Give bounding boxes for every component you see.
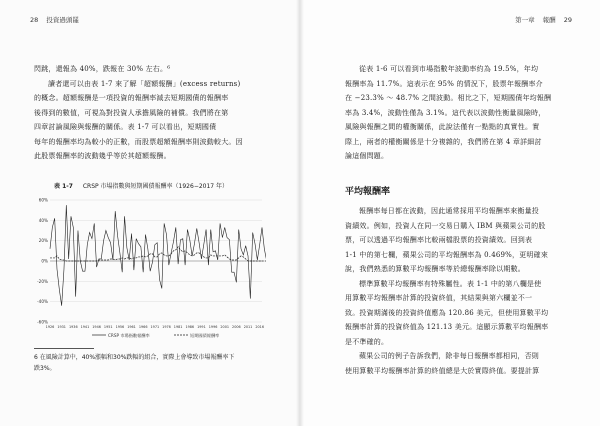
- text-line: 在 −23.3% ～ 48.7% 之間波動。相比之下，短期國債年均報酬: [345, 94, 552, 102]
- x-tick-label: 1996: [208, 325, 218, 329]
- legend-label-market: CRSP 市場指數報酬率: [108, 333, 150, 338]
- y-tick-label: 0%: [41, 258, 48, 264]
- returns-line-chart: [34, 194, 266, 342]
- text-line: 風險與報酬之間的權衡關係，此說法僅有一點點的真實性。實: [345, 123, 540, 131]
- x-tick-label: 1961: [127, 325, 136, 329]
- text-line: 率為 3.4%，波動性僅為 3.1%。這代表以波動性衡量風險時，: [345, 108, 546, 117]
- footnote-line: 6 在風險計算中，40%漲幅和30%跌幅的組合，實際上會導致市場報酬率下: [34, 354, 235, 361]
- chart-title-label: 表 1-7: [54, 183, 73, 190]
- y-tick-label: 40%: [38, 217, 48, 223]
- text-line: 票，可以透過平均報酬率比較兩檔股票的投資績效。回到表: [345, 236, 533, 244]
- right-page-number: 29: [563, 16, 572, 24]
- y-tick-label: -20%: [37, 278, 48, 284]
- text-line: 閃跳，還報為 40%，跌報在 30% 左右。⁶: [34, 65, 171, 73]
- footnote-divider: [34, 348, 94, 349]
- x-tick-label: 1936: [68, 325, 78, 329]
- footnote: [34, 352, 274, 374]
- right-chapter: 第一章: [515, 16, 535, 24]
- x-tick-label: 1976: [162, 325, 171, 329]
- text-line: 讀者還可以由表 1-7 來了解「超額報酬」(excess returns): [48, 79, 241, 88]
- text-line: 的概念。超額報酬是一項投資的報酬率減去短期國債的報酬率: [34, 94, 229, 102]
- left-page-header: [30, 15, 85, 24]
- x-tick-label: 1941: [80, 325, 90, 329]
- text-line: 報酬率為 11.7%。這表示在 95% 的情況下，股票年報酬率介: [345, 79, 543, 88]
- right-chapter-title: 報酬: [542, 16, 556, 24]
- text-line: 報酬率計算的投資終值為 121.13 美元。這顯示算數平均報酬率: [345, 323, 549, 331]
- text-line: 標準算數平均報酬率有特殊屬性。表 1-1 中的第八欄是使: [359, 279, 542, 288]
- x-tick-label: 1991: [197, 325, 206, 329]
- y-tick-label: -60%: [37, 319, 48, 325]
- book-gutter: [296, 0, 304, 426]
- right-paragraph-1: [345, 62, 577, 164]
- chart-legend: [92, 332, 220, 339]
- chart-title-text: CRSP 市場指數與短期國債報酬率（1926−2017 年）: [82, 183, 229, 190]
- left-paragraph-1: [34, 62, 276, 164]
- right-paragraph-2: [345, 204, 577, 378]
- y-tick-label: 20%: [38, 238, 48, 244]
- text-line: 後得到的數值，可視為對投資人承擔風險的補償。我們將在第: [34, 108, 229, 117]
- y-tick-label: 60%: [38, 197, 48, 203]
- x-tick-label: 1946: [92, 325, 101, 329]
- x-tick-label: 1951: [103, 325, 113, 329]
- text-line: 用算數平均報酬率計算的投資終值，其結果與第六欄並不一: [345, 294, 533, 302]
- x-tick-label: 2011: [243, 325, 253, 329]
- text-line: 1-1 中的第七欄，蘋果公司的平均報酬率為 0.469%，更明確來: [345, 250, 549, 259]
- text-line: 際上，兩者的權衡關係是十分複雜的，我們將在第 4 章詳細討: [345, 137, 542, 146]
- chart-title: [54, 181, 228, 190]
- text-line: 此股票報酬率的波動幾乎等於其超額報酬。: [34, 152, 171, 160]
- text-line: 是不準確的。: [345, 337, 389, 346]
- x-tick-label: 1926: [45, 325, 55, 329]
- text-line: 論這個問題。: [345, 152, 389, 160]
- left-page-number: 28: [30, 16, 39, 24]
- x-tick-label: 2006: [232, 325, 241, 329]
- legend-label-tbill: 短期國債報酬率: [190, 333, 220, 338]
- text-line: 資績效。例如，投資人在同一交易日購入 IBM 與蘋果公司的股: [345, 221, 546, 230]
- text-line: 從表 1-6 可以看到市場指數年波動率約為 19.5%，年均: [359, 65, 539, 73]
- x-tick-label: 2016: [255, 325, 264, 329]
- x-tick-label: 1931: [57, 325, 66, 329]
- y-tick-label: -40%: [37, 299, 48, 305]
- text-line: 致。投資期滿後的投資終值應為 120.86 美元，但使用算數平均: [345, 308, 549, 317]
- left-book-title: 投資過頭罷: [46, 16, 79, 24]
- text-line: 每年的報酬率均為較小的正數，而股票超額報酬率則波動較大。因: [34, 137, 243, 146]
- footnote-line: 跌3%。: [34, 365, 56, 372]
- x-tick-label: 1966: [138, 325, 148, 329]
- section-title: 平均報酬率: [345, 187, 391, 197]
- right-page-header: [515, 15, 572, 24]
- x-tick-label: 1971: [150, 325, 160, 329]
- x-tick-label: 1981: [173, 325, 183, 329]
- text-line: 四章討論風險與報酬的關係。表 1-7 可以看出，短期國債: [34, 123, 217, 131]
- text-line: 報酬率每日都在波動，因此通常採用平均報酬率來衡量投: [359, 207, 539, 215]
- text-line: 蘋果公司的例子告訴我們，除非每日報酬率都相同，否則: [359, 352, 539, 360]
- x-tick-label: 2001: [220, 325, 230, 329]
- text-line: 使用算數平均報酬率計算的終值總是大於實際終值。要提計算: [345, 366, 540, 375]
- x-tick-label: 1986: [185, 325, 195, 329]
- text-line: 說，我們熟悉的算數平均報酬率等於總報酬率除以期數。: [345, 265, 525, 273]
- x-tick-label: 1956: [115, 325, 125, 329]
